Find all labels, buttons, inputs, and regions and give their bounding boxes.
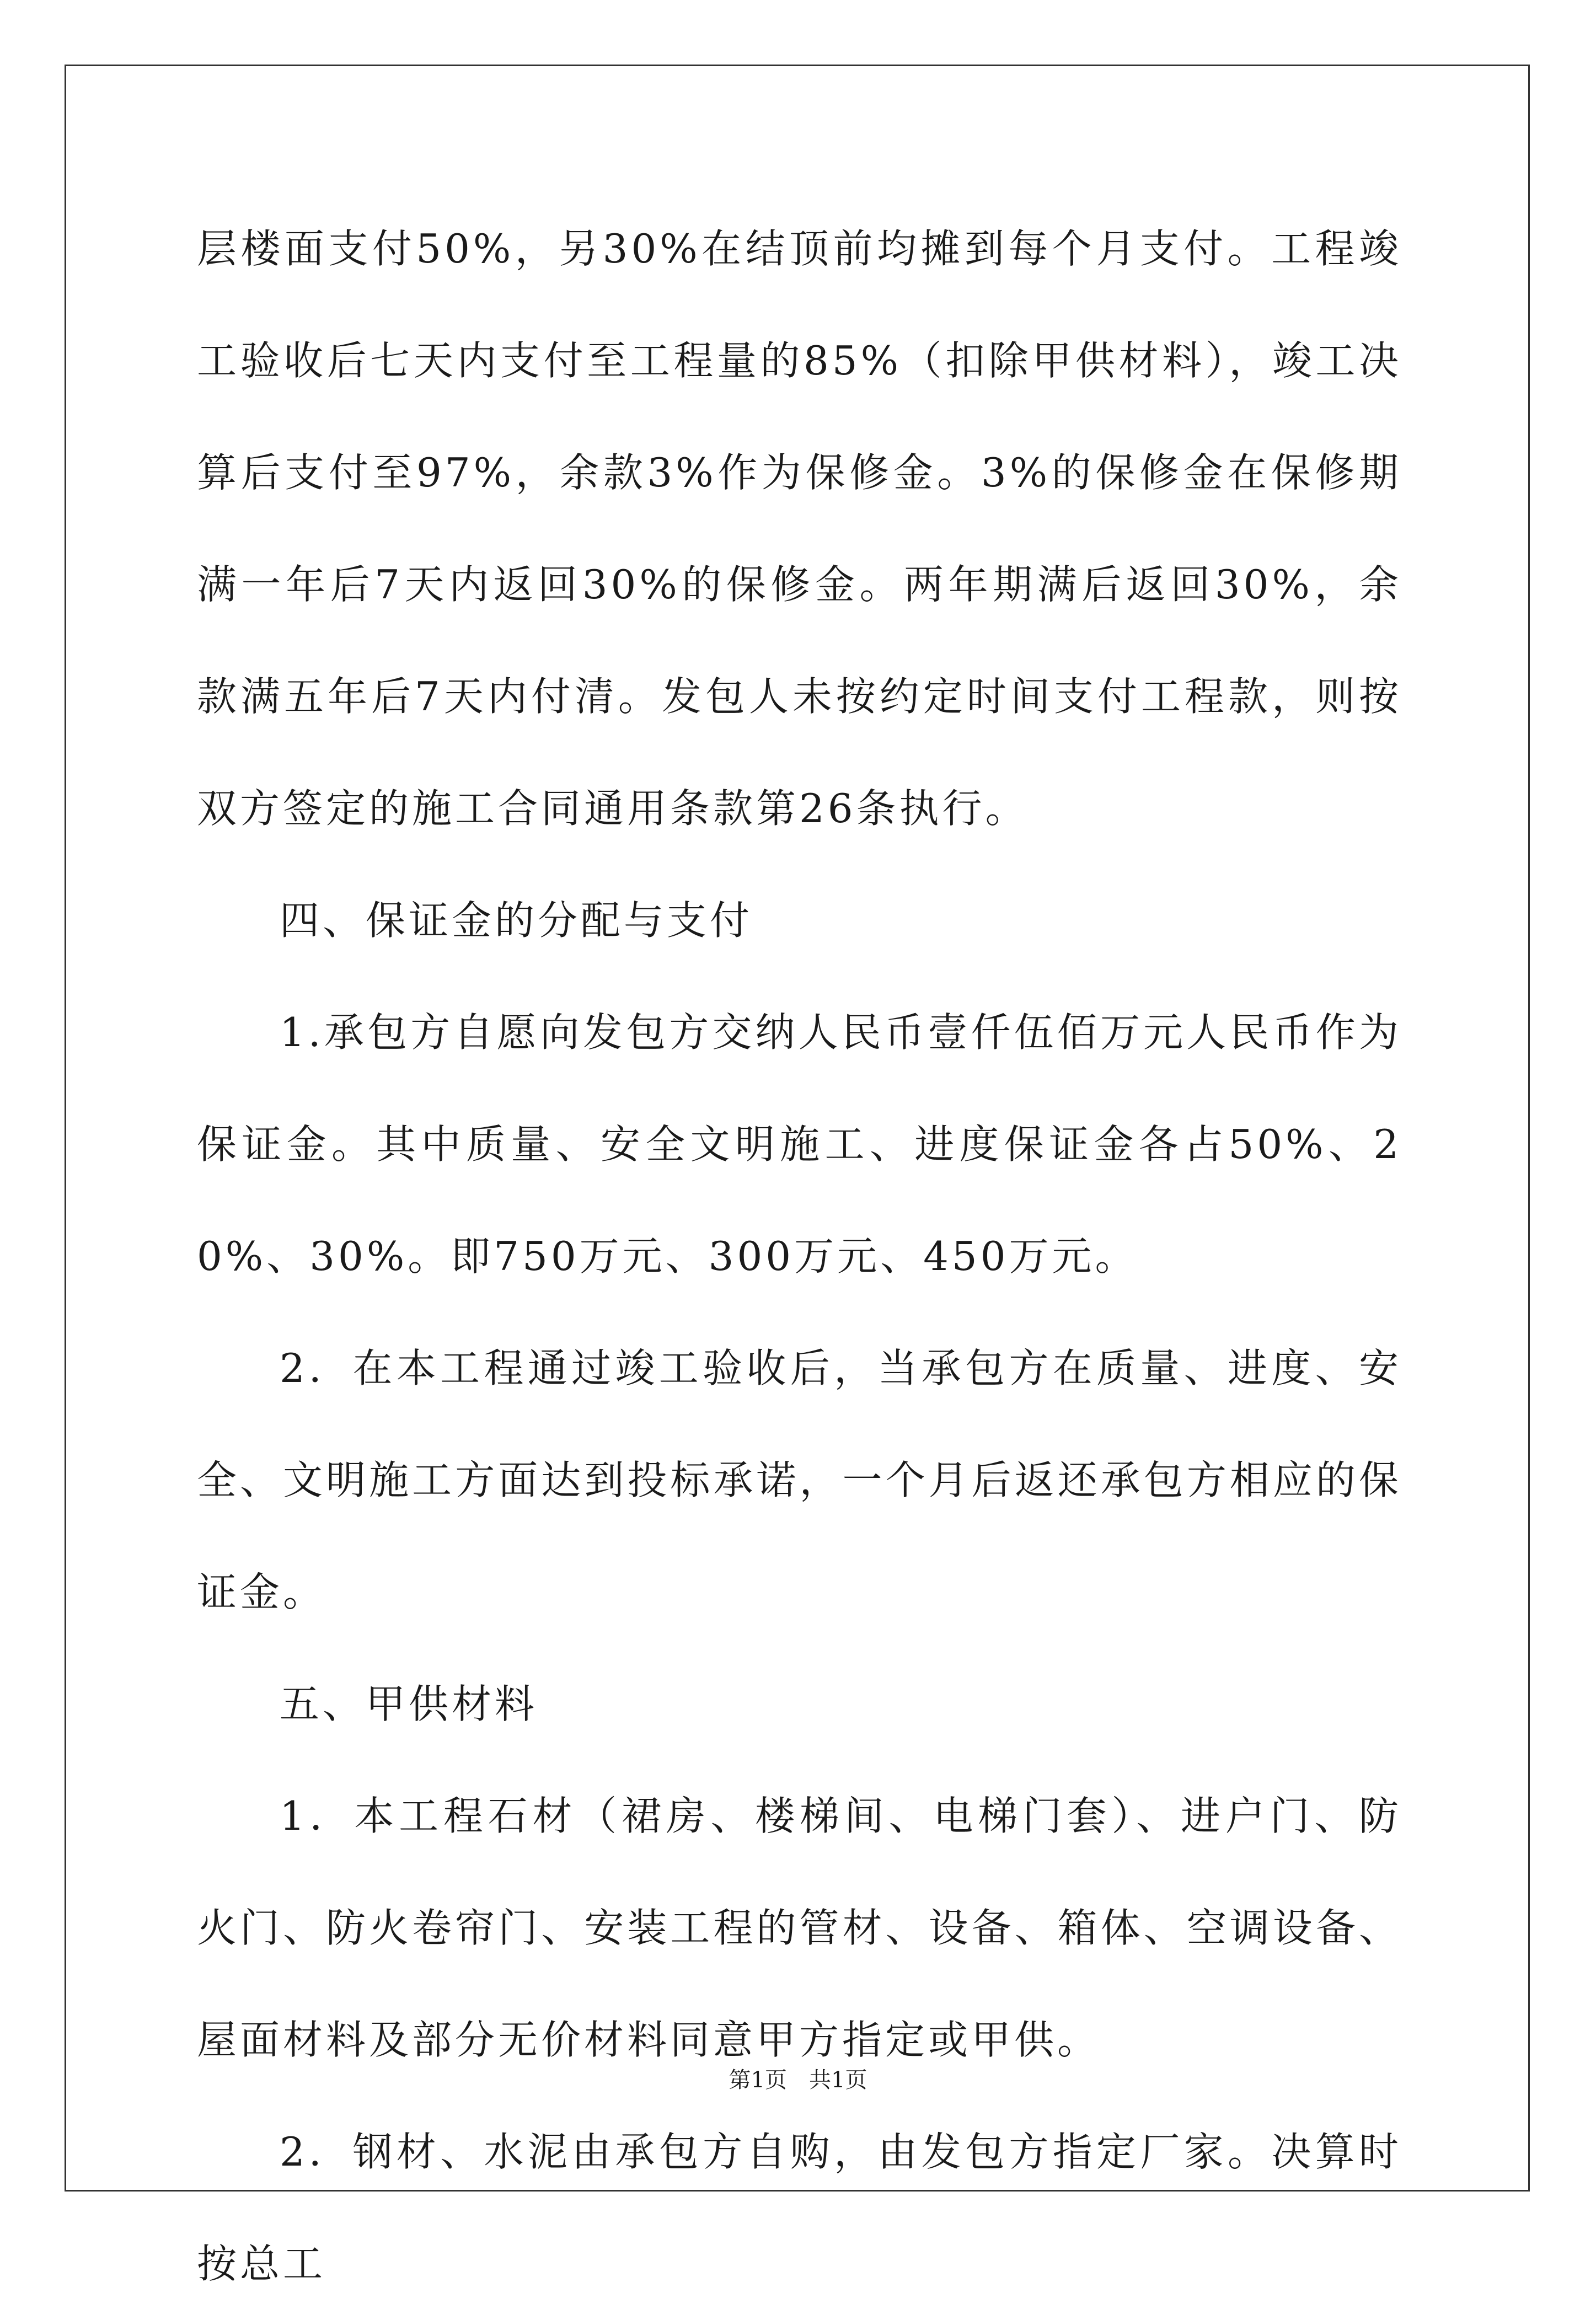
page-total: 共1页 <box>809 2067 867 2093</box>
paragraph-supplied-materials: 1．本工程石材（裙房、楼梯间、电梯门套）、进户门、防火门、防火卷帘门、安装工程的管材、设备、箱体、空调设备、屋面材料及部分无价材料同意甲方指定或甲供。 <box>197 1793 1402 2063</box>
page-number: 第1页 <box>729 2067 787 2093</box>
heading-section-five: 五、甲供材料 <box>280 1681 538 1727</box>
paragraph-deposit-amount: 1.承包方自愿向发包方交纳人民币壹仟伍佰万元人民币作为保证金。其中质量、安全文明施工、进度保证金各占50%、20%、30%。即750万元、300万元、450万元。 <box>197 1009 1402 1279</box>
page-footer <box>0 2062 1596 2094</box>
paragraph-payment-terms: 层楼面支付50%，另30%在结顶前均摊到每个月支付。工程竣工验收后七天内支付至工程量的85%（扣除甲供材料），竣工决算后支付至97%，余款3%作为保修金。3%的保修金在保修期满一年后7天内返回30%的保修金。两年期满后返回30%，余款满五年后7天内付清。发包人未按约定时间支付工程款，则按双方签定的施工合同通用条款第26条执行。 <box>197 226 1402 832</box>
paragraph-deposit-return: 2．在本工程通过竣工验收后，当承包方在质量、进度、安全、文明施工方面达到投标承诺，一个月后返还承包方相应的保证金。 <box>197 1345 1402 1615</box>
paragraph-steel-cement: 2．钢材、水泥由承包方自购，由发包方指定厂家。决算时按总工 <box>197 2129 1402 2287</box>
heading-section-four: 四、保证金的分配与支付 <box>280 897 753 944</box>
document-body <box>197 193 1402 2320</box>
